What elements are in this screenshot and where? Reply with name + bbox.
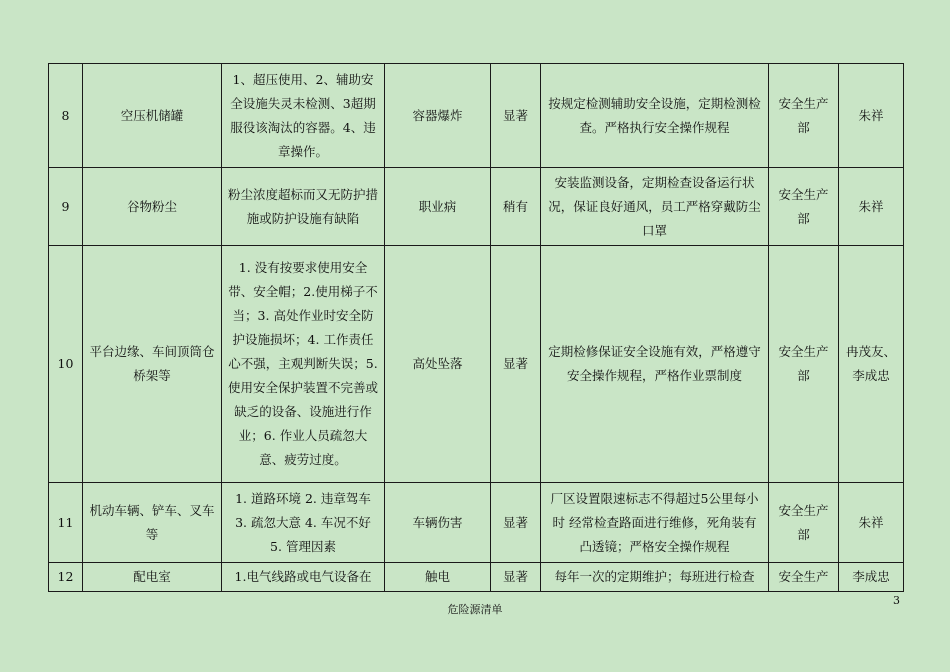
row-number: 8 xyxy=(49,64,83,168)
responsible-department: 安全生产部 xyxy=(769,168,839,246)
hazard-location: 空压机储罐 xyxy=(83,64,222,168)
row-number: 12 xyxy=(49,563,83,592)
hazard-cause: 1. 没有按要求使用安全带、安全帽；2.使用梯子不当；3. 高处作业时安全防护设施损坏；4. 工作责任心不强，主观判断失误；5.使用安全保护装置不完善或缺乏的设备、设施进行作业；6. 作业人员疏忽大意、疲劳过度。 xyxy=(222,246,385,483)
responsible-person: 朱祥 xyxy=(839,64,904,168)
hazard-table xyxy=(48,63,904,592)
control-measures: 厂区设置限速标志不得超过5公里每小时 经常检查路面进行维修，死角装有凸透镜；严格安全操作规程 xyxy=(541,483,769,563)
table-row xyxy=(49,483,904,563)
hazard-cause xyxy=(222,483,385,563)
risk-level: 显著 xyxy=(491,563,541,592)
page-number: 3 xyxy=(893,594,900,607)
control-measures: 安装监测设备，定期检查设备运行状况，保证良好通风，员工严格穿戴防尘口罩 xyxy=(541,168,769,246)
footer-label: 危险源清单 xyxy=(447,603,503,616)
control-measures: 按规定检测辅助安全设施，定期检测检查。严格执行安全操作规程 xyxy=(541,64,769,168)
hazard-type: 车辆伤害 xyxy=(385,483,491,563)
hazard-location: 配电室 xyxy=(83,563,222,592)
responsible-department: 安全生产部 xyxy=(769,246,839,483)
responsible-person: 朱祥 xyxy=(839,168,904,246)
responsible-department: 安全生产 xyxy=(769,563,839,592)
table-row xyxy=(49,64,904,168)
row-number: 11 xyxy=(49,483,83,563)
hazard-cause: 粉尘浓度超标而又无防护措施或防护设施有缺陷 xyxy=(222,168,385,246)
risk-level: 显著 xyxy=(491,246,541,483)
risk-level: 显著 xyxy=(491,64,541,168)
hazard-location: 机动车辆、铲车、叉车等 xyxy=(83,483,222,563)
responsible-department: 安全生产部 xyxy=(769,64,839,168)
hazard-type: 容器爆炸 xyxy=(385,64,491,168)
control-measures: 每年一次的定期维护；每班进行检查 xyxy=(541,563,769,592)
hazard-location: 谷物粉尘 xyxy=(83,168,222,246)
table-row xyxy=(49,168,904,246)
hazard-type: 职业病 xyxy=(385,168,491,246)
responsible-department: 安全生产部 xyxy=(769,483,839,563)
control-measures: 定期检修保证安全设施有效，严格遵守安全操作规程，严格作业票制度 xyxy=(541,246,769,483)
responsible-person: 李成忠 xyxy=(839,563,904,592)
hazard-type: 高处坠落 xyxy=(385,246,491,483)
risk-level: 显著 xyxy=(491,483,541,563)
hazard-location: 平台边缘、车间顶筒仓桥架等 xyxy=(83,246,222,483)
table-row xyxy=(49,563,904,592)
row-number: 9 xyxy=(49,168,83,246)
hazard-cause-text: 1. 道路环境 2. 违章驾车 3. 疏忽大意 4. 车况不好 5. 管理因素 xyxy=(235,490,371,554)
table-row xyxy=(49,246,904,483)
hazard-cause: 1、超压使用、2、辅助安全设施失灵未检测、3超期服役该淘汰的容器。4、违章操作。 xyxy=(222,64,385,168)
row-number: 10 xyxy=(49,246,83,483)
hazard-type: 触电 xyxy=(385,563,491,592)
risk-level: 稍有 xyxy=(491,168,541,246)
hazard-cause: 1.电气线路或电气设备在 xyxy=(222,563,385,592)
responsible-person: 朱祥 xyxy=(839,483,904,563)
responsible-person: 冉茂友、李成忠 xyxy=(839,246,904,483)
